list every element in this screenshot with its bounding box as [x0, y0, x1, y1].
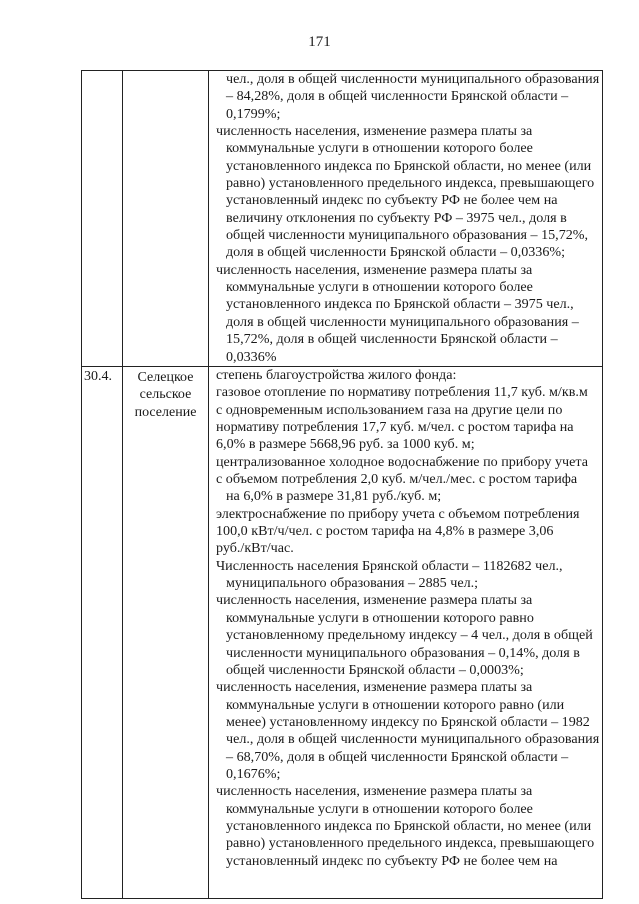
table-row: [82, 367, 603, 899]
text-line: численность населения, изменение размера платы за: [216, 261, 533, 278]
settlement-name-line: сельское: [139, 387, 192, 403]
text-line: на 6,0% в размере 31,81 руб./куб. м;: [226, 488, 442, 505]
text-line: равно) установленного предельного индекса, превышающего: [226, 175, 595, 192]
text-line: чел., доля в общей численности муниципального образования: [226, 731, 600, 748]
row-number-cell: [82, 71, 123, 367]
description-cell: [209, 367, 603, 899]
page-number: 171: [308, 34, 331, 50]
text-line: – 84,28%, доля в общей численности Брянской области –: [226, 88, 569, 105]
text-line: Численность населения Брянской области – 1182682 чел.,: [216, 557, 563, 574]
text-line: – 68,70%, доля в общей численности Брянской области –: [226, 748, 569, 765]
text-line: муниципального образования – 2885 чел.;: [226, 575, 479, 592]
text-line: доля в общей численности муниципального образования –: [226, 313, 579, 330]
text-line: величину отклонения по субъекту РФ – 3975 чел., доля в: [226, 209, 567, 226]
text-line: 100,0 кВт/ч/чел. с ростом тарифа на 4,8% в размере 3,06: [216, 523, 554, 540]
text-line: общей численности Брянской области – 0,0003%;: [226, 661, 524, 678]
text-line: 6,0% в размере 5668,96 руб. за 1000 куб. м;: [216, 436, 475, 453]
row-number-cell: 30.4.: [82, 367, 123, 899]
text-line: газовое отопление по нормативу потребления 11,7 куб. м/кв.м: [216, 384, 588, 401]
text-line: коммунальные услуги в отношении которого более: [226, 279, 533, 296]
settlement-name-line: Селецкое: [137, 370, 194, 385]
text-line: коммунальные услуги в отношении которого более: [226, 140, 533, 157]
text-line: централизованное холодное водоснабжение по прибору учета: [216, 453, 588, 470]
text-line: 0,0336%: [226, 348, 277, 365]
text-line: коммунальные услуги в отношении которого равно: [226, 609, 534, 626]
text-line: численность населения, изменение размера платы за: [216, 679, 533, 696]
text-line: руб./кВт/час.: [216, 540, 294, 557]
table-row: [82, 71, 603, 367]
text-line: с одновременным использованием газа на другие цели по: [216, 401, 563, 418]
text-line: численность населения, изменение размера платы за: [216, 123, 533, 140]
document-table: [81, 70, 603, 899]
text-line: общей численности муниципального образования – 15,72%,: [226, 227, 589, 244]
text-line: коммунальные услуги в отношении которого равно (или: [226, 696, 565, 713]
text-line: менее) установленному индексу по Брянской области – 1982: [226, 713, 590, 730]
text-line: 0,1799%;: [226, 105, 281, 122]
text-line: установленный индекс по субъекту РФ не более чем на: [226, 192, 558, 209]
text-line: 15,72%, доля в общей численности Брянской области –: [226, 331, 558, 348]
text-line: установленного индекса по Брянской области, но менее (или: [226, 157, 592, 174]
text-line: с объемом потребления 2,0 куб. м/чел./мес. с ростом тарифа: [216, 471, 578, 488]
text-line: коммунальные услуги в отношении которого более: [226, 800, 533, 817]
description-cell: [209, 71, 603, 367]
text-line: степень благоустройства жилого фонда:: [216, 367, 457, 383]
text-line: установленного индекса по Брянской области, но менее (или: [226, 817, 592, 834]
settlement-name-line: поселение: [134, 404, 197, 420]
text-line: электроснабжение по прибору учета с объемом потребления: [216, 505, 580, 522]
text-line: численности муниципального образования – 0,14%, доля в: [226, 644, 580, 661]
text-line: чел., доля в общей численности муниципального образования: [226, 71, 600, 87]
text-line: доля в общей численности Брянской области – 0,0336%;: [226, 244, 566, 261]
text-line: численность населения, изменение размера платы за: [216, 592, 533, 609]
text-line: нормативу потребления 17,7 куб. м/чел. с ростом тарифа на: [216, 419, 574, 436]
settlement-name-cell: [123, 367, 209, 899]
text-line: установленного индекса по Брянской области – 3975 чел.,: [226, 296, 574, 313]
text-line: установленный индекс по субъекту РФ не более чем на: [226, 852, 558, 869]
text-line: 0,1676%;: [226, 765, 281, 782]
text-line: установленному предельному индексу – 4 чел., доля в общей: [226, 627, 593, 644]
text-line: численность населения, изменение размера платы за: [216, 783, 533, 800]
text-line: равно) установленного предельного индекса, превышающего: [226, 835, 595, 852]
settlement-name-cell: [123, 71, 209, 367]
